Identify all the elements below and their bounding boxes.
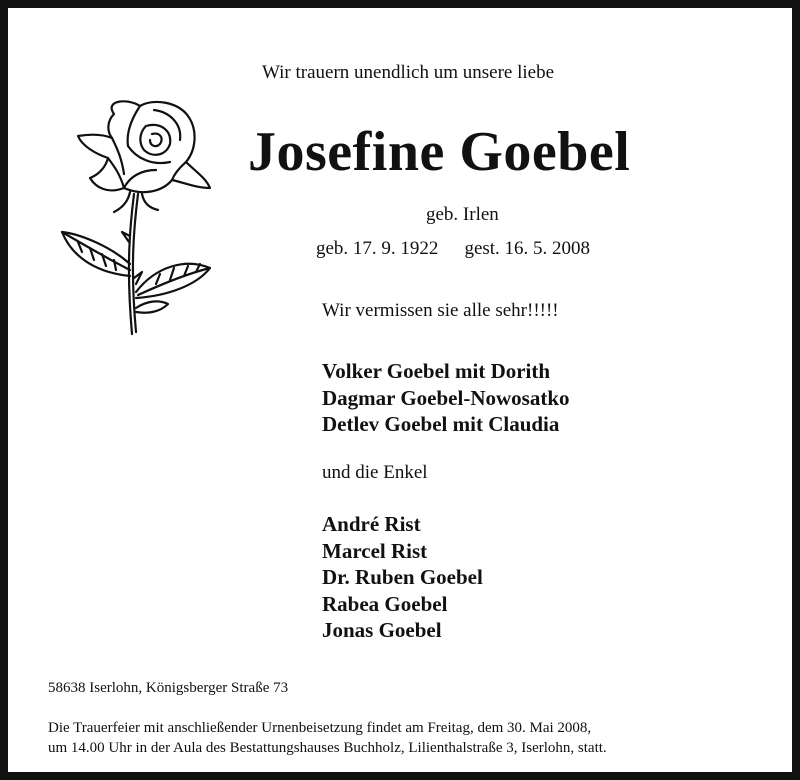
family-list xyxy=(322,358,570,438)
grandchild: Jonas Goebel xyxy=(322,618,442,642)
ceremony-line: um 14.00 Uhr in der Aula des Bestattungshauses Buchholz, Lilienthalstraße 3, Iserlohn, statt. xyxy=(48,740,607,756)
grandchildren-list xyxy=(322,511,483,644)
family-member: Detlev Goebel mit Claudia xyxy=(322,412,560,436)
grandchild: André Rist xyxy=(322,512,421,536)
grandchild: Marcel Rist xyxy=(322,538,428,563)
family-member: Volker Goebel mit Dorith xyxy=(322,359,551,383)
intro-text: Wir trauern unendlich um unsere liebe xyxy=(261,62,555,83)
rose-icon xyxy=(56,96,216,336)
ceremony-line: Die Trauerfeier mit anschließender Urnenbeisetzung findet am Freitag, dem 30. Mai 2008, xyxy=(48,720,592,736)
death-date: gest. 16. 5. 2008 xyxy=(464,238,591,259)
grandchildren-intro: und die Enkel xyxy=(322,462,428,483)
grandchild: Dr. Ruben Goebel xyxy=(322,565,483,589)
maiden-name: geb. Irlen xyxy=(426,204,499,225)
grandchild: Rabea Goebel xyxy=(322,591,448,616)
life-dates xyxy=(316,238,590,260)
ceremony-details xyxy=(48,718,607,758)
family-address: 58638 Iserlohn, Königsberger Straße 73 xyxy=(48,680,289,696)
birth-date: geb. 17. 9. 1922 xyxy=(316,238,439,259)
deceased-name: Josefine Goebel xyxy=(248,121,631,183)
family-member: Dagmar Goebel-Nowosatko xyxy=(322,385,570,410)
message-text: Wir vermissen sie alle sehr!!!!! xyxy=(322,300,559,321)
